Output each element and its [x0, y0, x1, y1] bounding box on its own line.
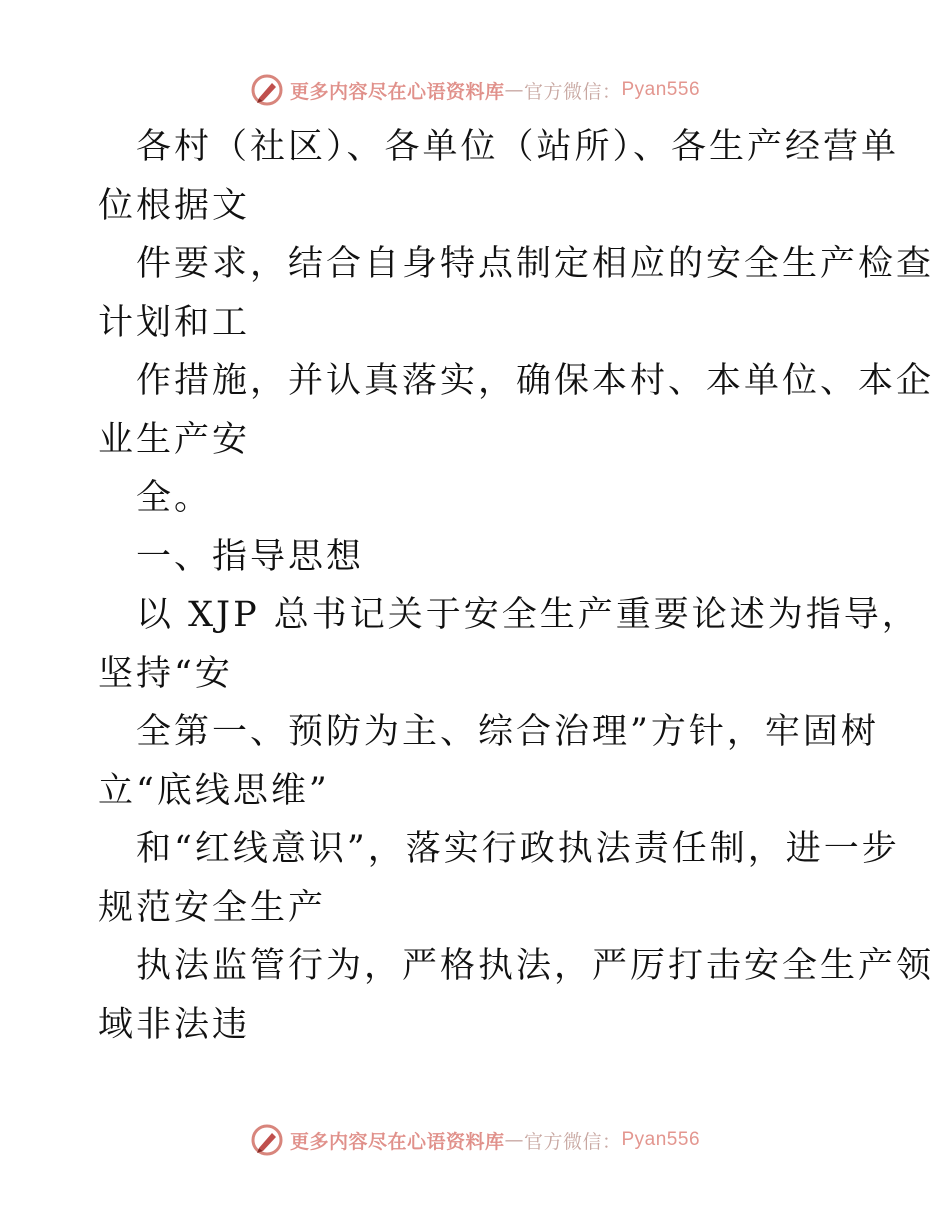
section-heading: 一、指导思想 [136, 536, 365, 577]
watermark-dash: — [504, 1129, 524, 1151]
watermark-wechat-id: Pyan556 [621, 1129, 701, 1150]
text-line: 件要求，结合自身特点制定相应的安全生产检查 [136, 244, 935, 284]
header-watermark [0, 70, 950, 110]
text-line: 位根据文 [98, 185, 251, 226]
watermark-main-text: 更多内容尽在心语资料库 [289, 1130, 505, 1153]
text-line: 坚持“安 [98, 653, 233, 694]
text-line: 业生产安 [98, 419, 251, 460]
text-line: 各村（社区）、各单位（站所）、各生产经营单 [136, 127, 900, 167]
text-line: 以 XJP 总书记关于安全生产重要论述为指导， [136, 595, 920, 635]
text-line: 执法监管行为，严格执法，严厉打击安全生产领 [136, 946, 935, 986]
pen-logo-icon [250, 73, 284, 107]
text-line: 作措施，并认真落实，确保本村、本单位、本企 [136, 361, 935, 401]
text-line: 计划和工 [98, 302, 251, 343]
text-line: 全第一、预防为主、综合治理”方针，牢固树 [136, 712, 879, 752]
text-line: 域非法违 [98, 1004, 251, 1045]
watermark-wechat-id: Pyan556 [621, 79, 701, 100]
text-line: 规范安全生产 [98, 887, 327, 928]
footer-watermark [0, 1120, 950, 1160]
text-line: 和“红线意识”，落实行政执法责任制，进一步 [136, 829, 900, 869]
watermark-main-text: 更多内容尽在心语资料库 [289, 80, 505, 103]
text-line: 全。 [136, 478, 213, 518]
watermark-dash: — [504, 79, 524, 101]
text-line: 立“底线思维” [98, 770, 330, 811]
pen-logo-icon [250, 1123, 284, 1157]
document-body [98, 118, 935, 1054]
watermark-label: 官方微信： [523, 1130, 622, 1153]
watermark-label: 官方微信： [523, 80, 622, 103]
